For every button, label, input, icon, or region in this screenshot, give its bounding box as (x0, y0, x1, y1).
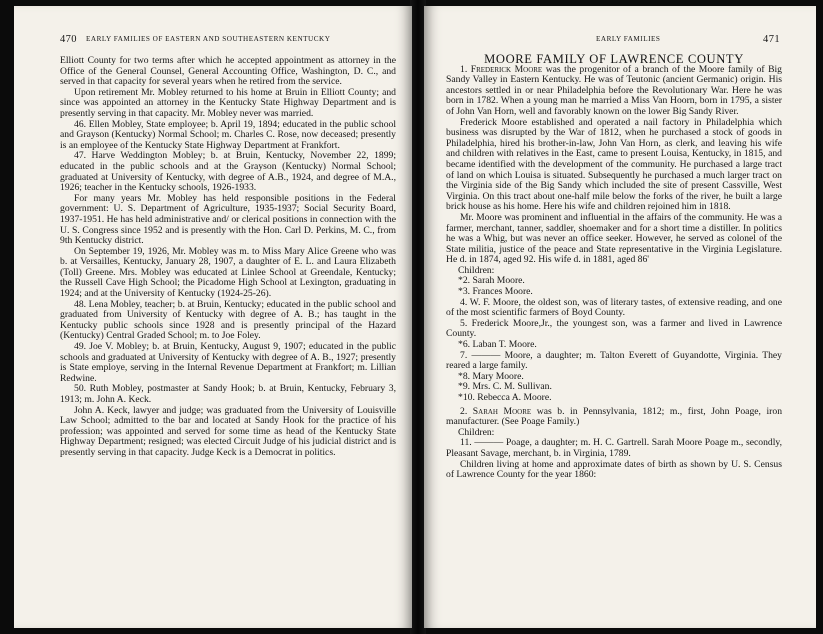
paragraph (446, 407, 782, 428)
paragraph: 46. Ellen Mobley, State employee; b. April 19, 1894; educated in the public school and Grayson (Kentucky) Normal School; m. Charles C. Rose, now deceased; presently is an employee of the Kentucky State Highway Department at Frankfort. (60, 118, 396, 151)
entry-name: Sarah Moore (472, 405, 532, 417)
list-item: *9. Mrs. C. M. Sullivan. (458, 381, 552, 393)
entry-text: was the progenitor of a branch of the Moore family of Big Sandy Valley in Eastern Kentucky. He was of Teutonic (ancient Germanic) origin. His ancestors settled in or near Philadelphia before the Revolutionary War. Here he was born in 1782. When a young man he married a Miss Van Hoorn, born in 1795, a sister of John Van Horn, well and favorably known on the lower Big Sandy River. (446, 63, 782, 117)
paragraph: 4. W. F. Moore, the oldest son, was of literary tastes, of extensive reading, and one of the most scientific farmers of Boyd County. (446, 296, 782, 319)
children-label: Children: (458, 426, 495, 438)
right-page-body (446, 54, 782, 628)
paragraph: Mr. Moore was prominent and influential in the affairs of the community. He was a farmer, merchant, tanner, saddler, shoemaker and for a short time a distiller. In politics he was a Whig, but was never an office seeker. However, he served as colonel of the State militia, justice of the peace and State representative in the Virginia Legislature. He d. in 1874, aged 92. His wife d. in 1881, aged 86' (446, 211, 782, 266)
entry-name: Frederick Moore (470, 63, 543, 75)
paragraph: For many years Mr. Mobley has held responsible positions in the Federal government: U. S. Department of Agriculture, 1935-1937; Social Security Board, 1937-1951. He has held administrative and/ or clerical positions in connection with the U. S. Congress since 1952 and is presently with the Hon. Carl D. Perkins, M. C., from 9th Kentucky district. (60, 192, 396, 247)
paragraph: On September 19, 1926, Mr. Mobley was m. to Miss Mary Alice Greene who was b. at Versailles, Kentucky, January 28, 1907, a daughter of E. L. and Laura Elizabeth (Toll) Greene. Mrs. Mobley was educated at Linlee School at Greendale, Kentucky; the Russell Cave High School; the Picadome High School at Lexington, graduating in 1924; and at the University of Kentucky (1924-25-26). (60, 245, 396, 300)
right-running-head: EARLY FAMILIES (596, 35, 661, 43)
children-label: Children: (458, 264, 495, 276)
left-running-head: EARLY FAMILIES OF EASTERN AND SOUTHEASTERN KENTUCKY (86, 35, 331, 43)
paragraph: John A. Keck, lawyer and judge; was graduated from the University of Louisville Law School; admitted to the bar and located at Sandy Hook for the practice of his profession; was appointed and served for some time as head of the Kentucky State Highway Department; resigned; was elected Circuit Judge of his judicial district and is presently serving in that capacity. Judge Keck is a Democrat in politics. (60, 404, 396, 458)
chapter-title: MOORE FAMILY OF LAWRENCE COUNTY (484, 52, 744, 66)
right-page-number: 471 (763, 34, 780, 45)
paragraph: 7. ——— Moore, a daughter; m. Talton Everett of Guyandotte, Virginia. They reared a large family. (446, 349, 782, 372)
paragraph: Children living at home and approximate dates of birth as shown by U. S. Census of Lawrence County for the year 1860: (446, 458, 782, 481)
right-page-header (446, 34, 780, 48)
paragraph: 11. ——— Poage, a daughter; m. H. C. Gartrell. Sarah Moore Poage m., secondly, Pleasant Savage, merchant, b. in Virginia, 1789. (446, 437, 782, 459)
left-page-body (60, 56, 396, 628)
paragraph: 48. Lena Mobley, teacher; b. at Bruin, Kentucky; educated in the public school and graduated from University of Kentucky with degree of A. B.; has taught in the Kentucky public schools since 1928 and is presently principal of the Hazard (Kentucky) Central Graded School; m. to Joe Foley. (60, 298, 396, 342)
paragraph: 49. Joe V. Mobley; b. at Bruin, Kentucky, August 9, 1907; educated in the public schools and graduated at University of Kentucky with degree of A. B., 1927; presently is State employe, serving in the Internal Revenue Department at Frankfort; m. Lillian Redwine. (60, 341, 396, 384)
list-item: *10. Rebecca A. Moore. (458, 392, 552, 403)
paragraph: Elliott County for two terms after which he accepted appointment as attorney in the Office of the General Counsel, General Accounting Office, Washington, D. C., and served in that capacity for several years when he retired from the service. (60, 55, 396, 88)
entry-text: was b. in Pennsylvania, 1812; m., first, John Poage, iron manufacturer. (See Poage Family.) (446, 405, 783, 428)
paragraph: 5. Frederick Moore,Jr., the youngest son, was a farmer and lived in Lawrence County. (446, 317, 782, 340)
list-item: *6. Laban T. Moore. (458, 339, 537, 351)
paragraph: 47. Harve Weddington Mobley; b. at Bruin, Kentucky, November 22, 1899; educated in the public schools and at the Grayson (Kentucky) Normal School; graduated at University of Kentucky, with degree of A.B., 1924, and degree of M.A., 1926; teacher in the Kentucky schools, 1926-1933. (60, 150, 396, 194)
list-item: *3. Frances Moore. (458, 286, 533, 298)
list-item: *8. Mary Moore. (458, 370, 524, 382)
entry-number: 1. (460, 63, 471, 75)
left-page-header (60, 34, 390, 48)
left-page (14, 6, 412, 628)
paragraph: Upon retirement Mr. Mobley returned to his home at Bruin in Elliott County; and since was appointed an attorney in the Kentucky State Highway Department and is presently serving in that capacity. Mr. Mobley never was married. (60, 86, 396, 119)
right-page (424, 6, 816, 628)
entry-number: 2. (460, 405, 473, 417)
list-item: *2. Sarah Moore. (458, 275, 525, 287)
paragraph: 50. Ruth Mobley, postmaster at Sandy Hook; b. at Bruin, Kentucky, February 3, 1913; m. John A. Keck. (60, 383, 396, 405)
paragraph: Frederick Moore established and operated a nail factory in Philadelphia which business was disrupted by the War of 1812, when he purchased a stock of goods in Philadelphia, hired his brother-in-law, John Van Horn, as clerk, and leaving his wife and children with relatives in the East, came to present Louisa, Kentucky, in 1815, and became identified with the development of the community. He purchased a large tract of land on which Louisa is situated. Subsequently he purchased a much larger tract on the Virginia side of the Big Sandy which included the site of present Cassville, West Virginia. On this tract about one-half mile below the forks of the river, he built a large brick house as his home. Here his wife and children rejoined him in 1818. (446, 116, 782, 213)
paragraph (446, 65, 782, 118)
left-page-number: 470 (60, 34, 77, 45)
